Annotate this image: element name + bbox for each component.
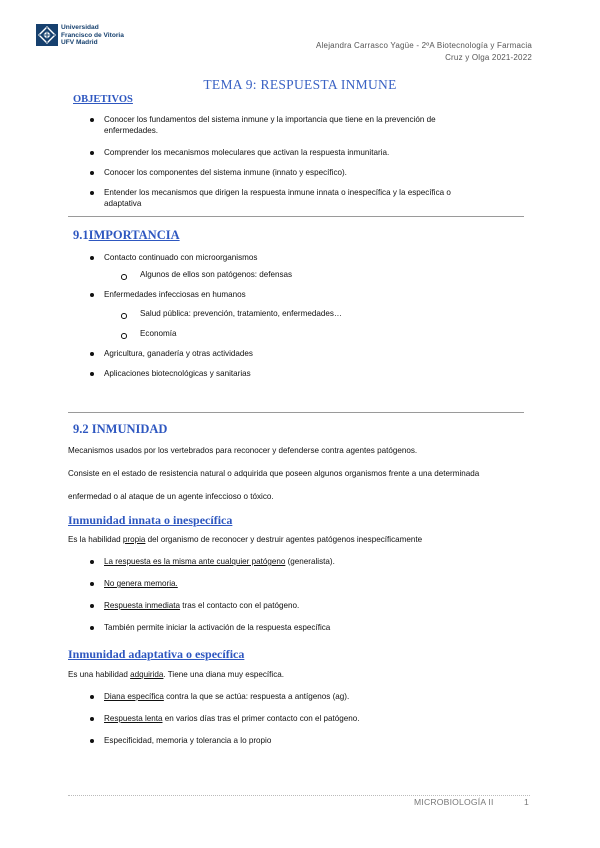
logo-line-3: UFV Madrid (61, 39, 98, 46)
bullet-icon (90, 604, 94, 608)
importancia-subitem-2: Salud pública: prevención, tratamiento, enfermedades… (140, 309, 343, 318)
bullet-icon (90, 717, 94, 721)
bullet-icon (90, 372, 94, 376)
bullet-icon (90, 171, 94, 175)
inmunidad-heading: 9.2 INMUNIDAD (73, 422, 168, 436)
adaptativa-intro: Es una habilidad adquirida. Tiene una diana muy específica. (68, 670, 285, 679)
sub-bullet-icon (121, 333, 127, 339)
section-divider (68, 412, 524, 413)
inmunidad-description-line-1: Consiste en el estado de resistencia natural o adquirida que poseen algunos organismos frente a una determinada (68, 469, 480, 478)
bullet-icon (90, 739, 94, 743)
bullet-icon (90, 560, 94, 564)
footer-course: MICROBIOLOGÍA II (414, 797, 494, 807)
objetivo-item-4: Entender los mecanismos que dirigen la respuesta inmune innata o inespecífica y la específica o adaptativa (104, 188, 451, 208)
bullet-icon (90, 695, 94, 699)
importancia-item-3: Agricultura, ganadería y otras actividades (104, 349, 253, 358)
bullet-icon (90, 118, 94, 122)
objetivos-heading: OBJETIVOS (73, 94, 133, 105)
innata-item-1: La respuesta es la misma ante cualquier patógeno (generalista). (104, 557, 335, 566)
importancia-item-1: Contacto continuado con microorganismos (104, 253, 258, 262)
header-author: Alejandra Carrasco Yagüe - 2ºA Biotecnología y Farmacia (316, 41, 532, 50)
importancia-item-4: Aplicaciones biotecnológicas y sanitarias (104, 369, 251, 378)
page-title: TEMA 9: RESPUESTA INMUNE (203, 77, 397, 92)
bullet-icon (90, 293, 94, 297)
inmunidad-definition: Mecanismos usados por los vertebrados para reconocer y defenderse contra agentes patógenos. (68, 446, 418, 455)
ufv-logo-icon (36, 24, 58, 46)
header-authors (316, 40, 532, 64)
importancia-subitem-1: Algunos de ellos son patógenos: defensas (140, 270, 293, 279)
objetivo-item-2: Comprender los mecanismos moleculares que activan la respuesta inmunitaria. (104, 148, 390, 157)
innata-item-4: También permite iniciar la activación de la respuesta específica (104, 623, 331, 632)
innata-heading: Inmunidad innata o inespecífica (68, 513, 233, 527)
importancia-item-2: Enfermedades infecciosas en humanos (104, 290, 246, 299)
adaptativa-item-3: Especificidad, memoria y tolerancia a lo propio (104, 736, 272, 745)
section-divider (68, 216, 524, 217)
footer-divider (68, 795, 530, 796)
inmunidad-description-line-2: enfermedad o al ataque de un agente infeccioso o tóxico. (68, 492, 274, 501)
sub-bullet-icon (121, 313, 127, 319)
importancia-heading: 9.1IMPORTANCIA (73, 228, 180, 242)
innata-intro: Es la habilidad propia del organismo de reconocer y destruir agentes patógenos inespecíficamente (68, 535, 423, 544)
page-number: 1 (524, 797, 529, 807)
logo-line-1: Universidad (61, 24, 99, 31)
bullet-icon (90, 582, 94, 586)
objetivo-item-1: Conocer los fundamentos del sistema inmune y la importancia que tiene en la prevención de enfermedades. (104, 115, 436, 135)
sub-bullet-icon (121, 274, 127, 280)
adaptativa-item-2: Respuesta lenta en varios días tras el primer contacto con el patógeno. (104, 714, 360, 723)
innata-item-2: No genera memoria. (104, 579, 178, 588)
bullet-icon (90, 352, 94, 356)
logo-line-2: Francisco de Vitoria (61, 31, 124, 39)
innata-item-3: Respuesta inmediata tras el contacto con el patógeno. (104, 601, 300, 610)
adaptativa-item-1: Diana específica contra la que se actúa: respuesta a antígenos (ag). (104, 692, 350, 701)
objetivo-item-3: Conocer los componentes del sistema inmune (innato y específico). (104, 168, 347, 177)
bullet-icon (90, 626, 94, 630)
bullet-icon (90, 256, 94, 260)
header-coauthors: Cruz y Olga 2021-2022 (445, 53, 532, 62)
importancia-subitem-3: Economía (140, 329, 177, 338)
adaptativa-heading: Inmunidad adaptativa o específica (68, 647, 245, 661)
university-logo (36, 24, 124, 47)
bullet-icon (90, 151, 94, 155)
bullet-icon (90, 191, 94, 195)
